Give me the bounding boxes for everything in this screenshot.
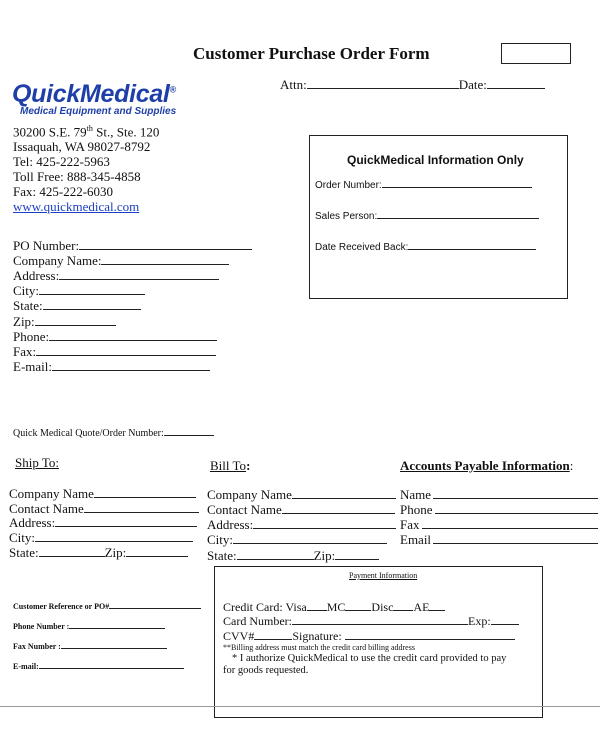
bill-company-field[interactable]: [292, 486, 396, 499]
cvv-field[interactable]: [254, 627, 292, 640]
zip-field[interactable]: [35, 313, 116, 326]
address-fax: Fax: 425-222-6030: [13, 184, 114, 200]
po-number-row: PO Number:: [13, 237, 252, 254]
company-name-field[interactable]: [101, 252, 229, 265]
ship-contact-field[interactable]: [84, 500, 199, 513]
ap-name-row: Name: [400, 486, 598, 503]
form-number-box[interactable]: [501, 43, 571, 64]
ship-contact-row: Contact Name: [9, 500, 199, 517]
ref-fax-row: Fax Number :: [13, 640, 167, 651]
page-bottom-rule: [0, 706, 600, 707]
ship-company-row: Company Name: [9, 485, 196, 502]
fax-row: Fax:: [13, 343, 216, 360]
ship-state-zip-row: State: Zip:: [9, 544, 188, 561]
ship-state-field[interactable]: [39, 544, 105, 557]
order-number-field[interactable]: [382, 177, 532, 188]
bill-state-field[interactable]: [237, 547, 314, 560]
signature-field[interactable]: [345, 627, 515, 640]
quote-field[interactable]: [164, 425, 214, 436]
city-field[interactable]: [39, 282, 145, 295]
quickmedical-logo: [12, 80, 176, 117]
mc-field[interactable]: [345, 598, 371, 611]
payment-info-box: [214, 566, 543, 718]
cvv-signature-row: CVV# Signature:: [223, 627, 515, 644]
billing-note: **Billing address must match the credit card billing address: [223, 643, 415, 652]
customer-ref-row: Customer Reference or PO#: [13, 600, 201, 611]
ship-to-heading: Ship To:: [15, 455, 60, 470]
card-number-field[interactable]: [292, 612, 468, 625]
phone-field[interactable]: [49, 328, 217, 341]
ship-company-field[interactable]: [94, 485, 196, 498]
ship-address-field[interactable]: [55, 514, 197, 527]
ref-phone-field[interactable]: [69, 620, 165, 629]
ref-fax-field[interactable]: [61, 640, 167, 649]
card-number-row: Card Number: Exp:: [223, 612, 519, 629]
ap-phone-field[interactable]: [435, 501, 598, 514]
address-row: Address:: [13, 267, 219, 284]
date-received-row: Date Received Back:: [315, 239, 536, 253]
bill-zip-field[interactable]: [335, 547, 379, 560]
address-street: 30200 S.E. 79th St., Ste. 120: [13, 124, 160, 140]
ap-fax-row: Fax: [400, 516, 598, 533]
authorize-line-1: * I authorize QuickMedical to use the credit card provided to pay: [232, 653, 507, 664]
po-number-field[interactable]: [79, 237, 252, 250]
fax-field[interactable]: [36, 343, 216, 356]
ap-phone-row: Phone: [400, 501, 598, 518]
attn-field[interactable]: [307, 76, 459, 89]
bill-contact-field[interactable]: [282, 501, 395, 514]
visa-field[interactable]: [307, 598, 327, 611]
exp-field[interactable]: [491, 612, 519, 625]
ap-email-field[interactable]: [433, 531, 598, 544]
email-row: E-mail:: [13, 358, 210, 375]
date-field[interactable]: [487, 76, 545, 89]
email-field[interactable]: [52, 358, 210, 371]
bill-state-zip-row: State: Zip:: [207, 547, 379, 564]
ship-city-row: City:: [9, 529, 193, 546]
authorize-line-2: for goods requested.: [223, 665, 309, 676]
quickmedical-info-box: [309, 135, 568, 299]
payment-heading: Payment Information: [349, 571, 418, 580]
address-city: Issaquah, WA 98027-8792: [13, 139, 151, 155]
ref-email-field[interactable]: [39, 660, 184, 669]
ship-zip-field[interactable]: [126, 544, 188, 557]
ref-phone-row: Phone Number :: [13, 620, 165, 631]
ap-email-row: Email: [400, 531, 598, 548]
bill-contact-row: Contact Name: [207, 501, 395, 518]
ae-field[interactable]: [429, 598, 445, 611]
bill-address-row: Address:: [207, 516, 396, 533]
order-number-row: Order Number:: [315, 177, 532, 191]
accounts-payable-heading: Accounts Payable Information:: [400, 458, 574, 473]
state-field[interactable]: [43, 297, 141, 310]
bill-company-row: Company Name: [207, 486, 396, 503]
zip-row: Zip:: [13, 313, 116, 330]
city-row: City:: [13, 282, 145, 299]
phone-row: Phone:: [13, 328, 217, 345]
address-field[interactable]: [59, 267, 219, 280]
ap-fax-field[interactable]: [422, 516, 598, 529]
logo-tagline: Medical Equipment and Supplies: [20, 106, 177, 117]
page-title: Customer Purchase Order Form: [193, 44, 430, 63]
date-received-field[interactable]: [408, 239, 536, 250]
credit-card-row: Credit Card: Visa MC Disc AE: [223, 598, 445, 615]
company-name-row: Company Name:: [13, 252, 229, 269]
disc-field[interactable]: [393, 598, 413, 611]
ship-city-field[interactable]: [35, 529, 193, 542]
website-link[interactable]: www.quickmedical.com: [13, 199, 140, 215]
company-address: [13, 121, 159, 214]
attn-date-row: [280, 76, 545, 93]
logo-name: QuickMedical: [12, 80, 170, 108]
info-box-heading: QuickMedical Information Only: [347, 153, 524, 167]
bill-address-field[interactable]: [253, 516, 396, 529]
attn-label: Attn:: [280, 77, 307, 92]
sales-person-row: Sales Person:: [315, 208, 539, 222]
ref-email-row: E-mail:: [13, 660, 184, 671]
quote-row: Quick Medical Quote/Order Number:: [13, 425, 214, 439]
address-tollfree: Toll Free: 888-345-4858: [13, 169, 141, 185]
address-tel: Tel: 425-222-5963: [13, 154, 110, 170]
ship-address-row: Address:: [9, 514, 197, 531]
bill-city-field[interactable]: [233, 531, 387, 544]
date-label: Date:: [458, 77, 487, 92]
state-row: State:: [13, 297, 141, 314]
sales-person-field[interactable]: [377, 208, 539, 219]
ap-name-field[interactable]: [433, 486, 598, 499]
bill-city-row: City:: [207, 531, 387, 548]
customer-ref-field[interactable]: [109, 600, 201, 609]
bill-to-heading: Bill To:: [210, 458, 251, 473]
logo-registered: ®: [169, 84, 176, 95]
